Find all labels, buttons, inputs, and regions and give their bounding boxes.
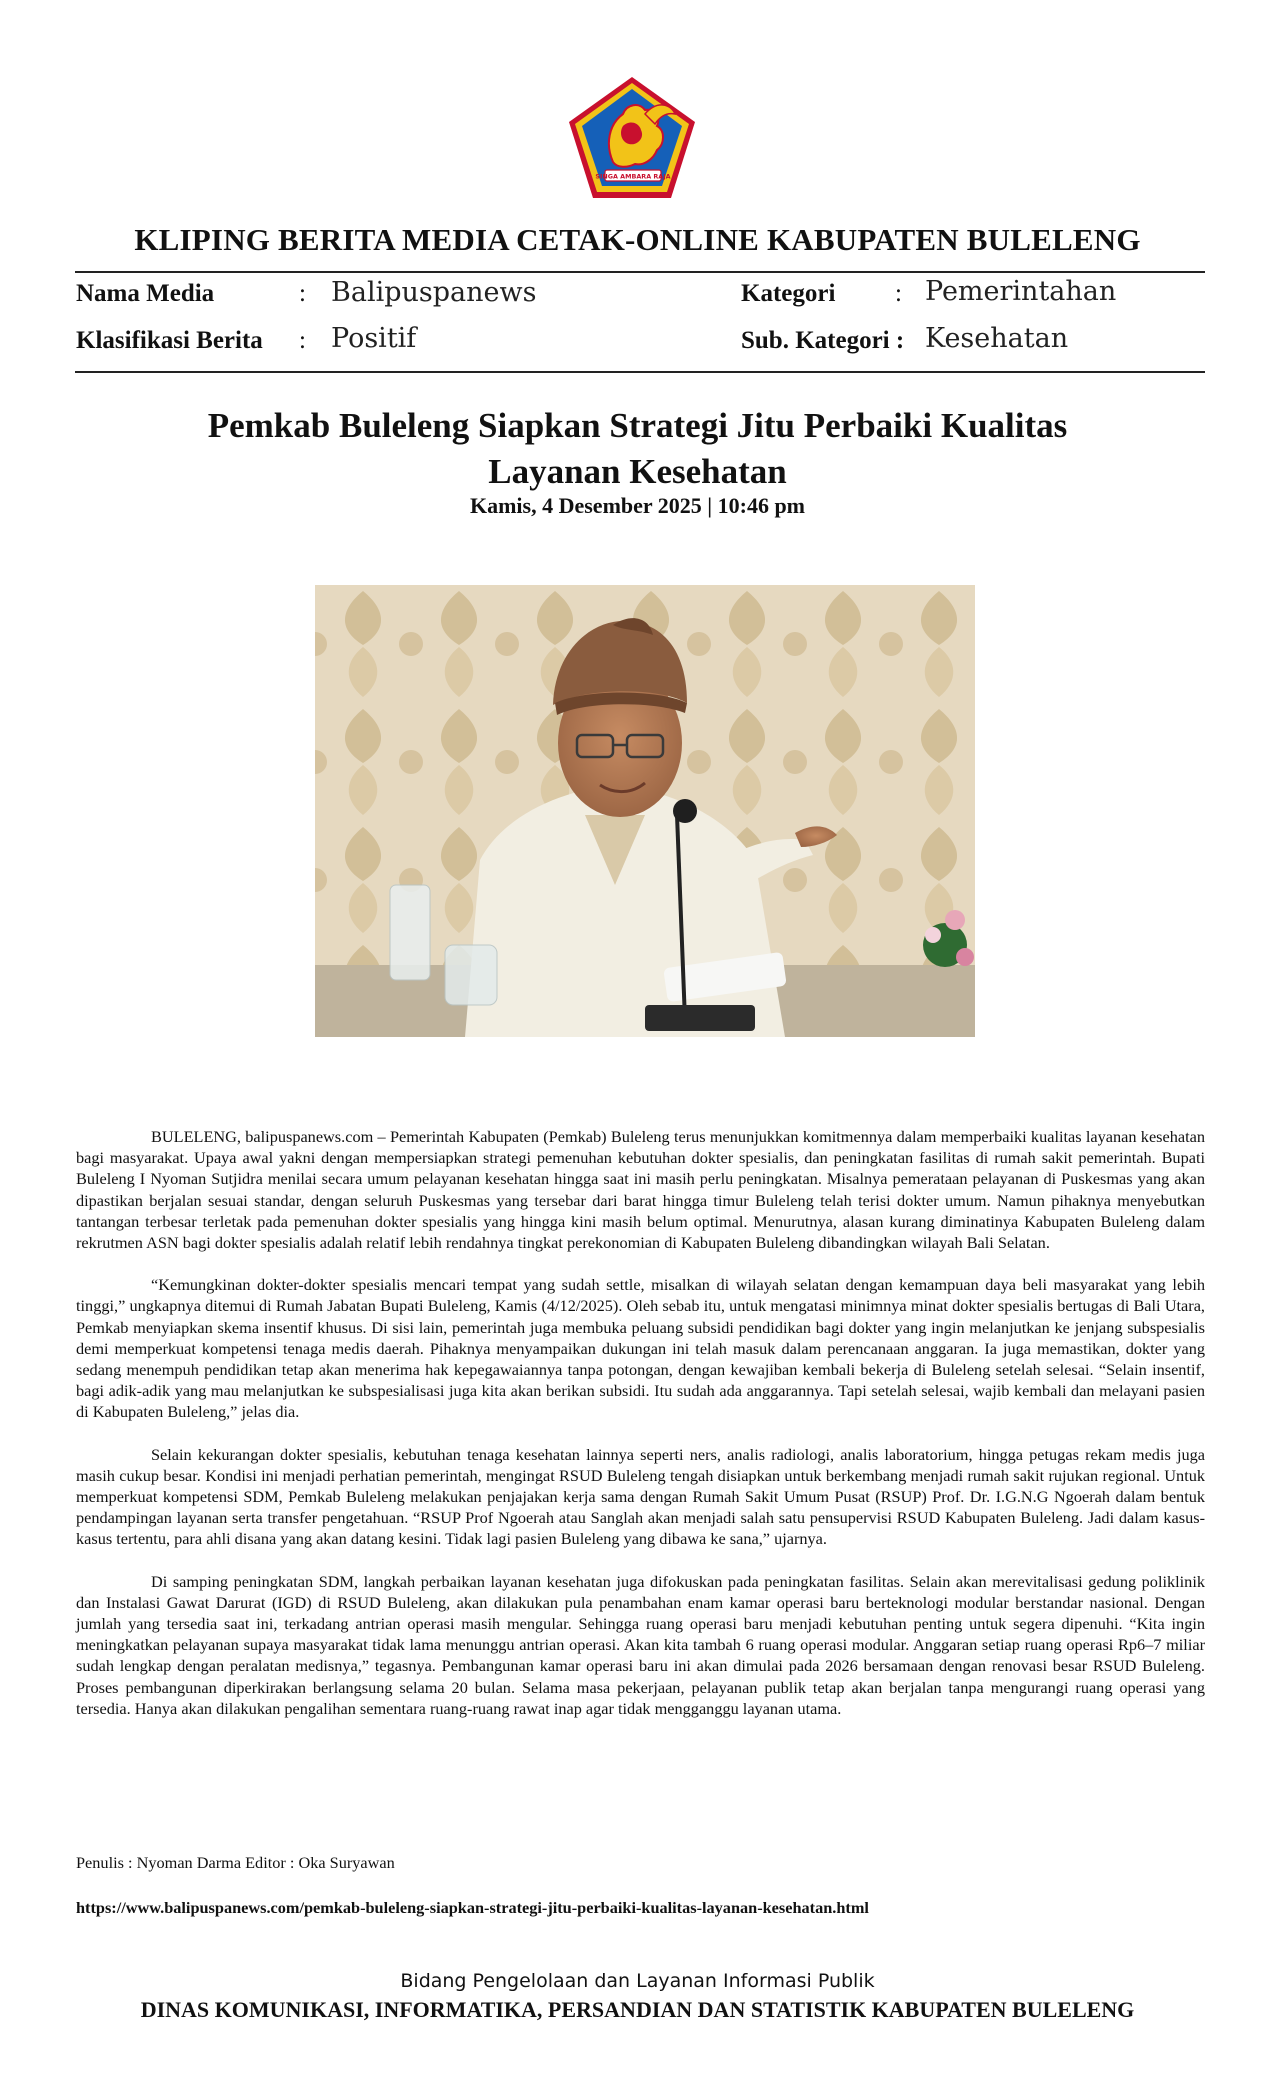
klasifikasi-value: Positif [331, 323, 417, 354]
article-body [76, 1126, 1205, 1740]
article-date: Kamis, 4 Desember 2025 | 10:46 pm [469, 493, 806, 518]
meta-divider [75, 371, 1205, 373]
source-url-link[interactable]: https://www.balipuspanews.com/pemkab-buleleng-siapkan-strategi-jitu-perbaiki-kualitas-layanan-kesehatan.html [76, 1898, 869, 1917]
buleleng-emblem-icon [565, 74, 700, 202]
media-label: Nama Media [76, 280, 215, 307]
article-paragraph-1: BULELENG, balipuspanews.com – Pemerintah Kabupaten (Pemkab) Buleleng terus menunjukkan komitmennya dalam memperbaiki kualitas layanan kesehatan bagi masyarakat. Upaya awal yakni dengan mempersiapkan strategi pemenuhan kebutuhan dokter spesialis, dan peningkatan fasilitas di rumah sakit pemerintah. Bupati Buleleng I Nyoman Sutjidra menilai secara umum pelayanan kesehatan hingga saat ini masih perlu peningkatan. Misalnya pemerataan pelayanan di Puskesmas yang akan dipastikan berjalan sesuai standar, dengan seluruh Puskesmas yang tersebar dari barat hingga timur Buleleng telah terisi dokter umum. Namun pihaknya menyebutkan tantangan terbesar terletak pada pemenuhan dokter spesialis yang hingga kini masih belum optimal. Menurutnya, alasan kurang diminatinya Kabupaten Buleleng dalam rekrutmen ASN bagi dokter spesialis adalah relatif lebih rendahnya tingkat perekonomian di Kabupaten Buleleng dibandingkan wilayah Bali Selatan. [76, 1127, 1205, 1253]
article-paragraph-2: “Kemungkinan dokter-dokter spesialis mencari tempat yang sudah settle, misalkan di wilayah selatan dengan kemampuan daya beli masyarakat yang lebih tinggi,” ungkapnya ditemui di Rumah Jabatan Bupati Buleleng, Kamis (4/12/2025). Oleh sebab itu, untuk mengatasi minimnya minat dokter spesialis bertugas di Bali Utara, Pemkab menyiapkan skema insentif khusus. Di sisi lain, pemerintah juga membuka peluang subsidi pendidikan bagi dokter yang ingin melanjutkan ke jenjang subspesialis demi memperkuat kompetensi tenaga medis daerah. Pihaknya menyampaikan dukungan ini telah masuk dalam perencanaan anggaran. Ia juga memastikan, dokter yang sedang menempuh pendidikan tetap akan menerima hak kepegawaiannya tanpa potongan, dengan kewajiban kembali bekerja di Buleleng setelah selesai. “Selain insentif, bagi adik-adik yang mau melanjutkan ke subspesialisasi juga kita akan berikan subsidi. Itu sudah ada anggarannya. Tapi setelah selesai, wajib kembali dan melayani pasien di Kabupaten Buleleng,” jelas dia. [76, 1275, 1205, 1422]
emblem-motto: SINGA AMBARA RAJA [595, 172, 671, 181]
article-paragraph-4: Di samping peningkatan SDM, langkah perbaikan layanan kesehatan juga difokuskan pada peningkatan fasilitas. Selain akan merevitalisasi gedung poliklinik dan Instalasi Gawat Darurat (IGD) di RSUD Buleleng, akan dilakukan pula penambahan enam kamar operasi baru berteknologi modular berstandar nasional. Dengan jumlah yang tersedia saat ini, terkadang antrian operasi masih mengular. Sehingga ruang operasi baru menjadi kebutuhan penting untuk segera dipenuhi. “Kita ingin meningkatkan pelayanan supaya masyarakat tidak lama menunggu antrian operasi. Akan kita tambah 6 ruang operasi modular. Anggaran setiap ruang operasi Rp6–7 miliar sudah lengkap dengan peralatan medisnya,” tegasnya. Pembangunan kamar operasi baru ini akan dimulai pada 2026 bersamaan dengan renovasi besar RSUD Buleleng. Proses pembangunan diperkirakan berlangsung selama 20 bulan. Selama masa pekerjaan, pelayanan publik tetap akan berjalan tanpa mengurangi ruang operasi yang tersedia. Hanya akan dilakukan pengalihan sementara ruang-ruang rawat inap agar tidak mengganggu layanan utama. [76, 1571, 1205, 1718]
klasifikasi-colon: : [299, 327, 306, 354]
article-headline [0, 403, 1275, 495]
headline-line-2: Layanan Kesehatan [488, 452, 787, 491]
media-value: Balipuspanews [331, 277, 537, 308]
document-header-title: KLIPING BERITA MEDIA CETAK-ONLINE KABUPATEN BULELENG [134, 222, 1141, 257]
kategori-colon: : [895, 280, 902, 307]
media-colon: : [299, 280, 306, 307]
news-photo [315, 585, 975, 1037]
subkategori-label: Sub. Kategori : [741, 327, 905, 354]
headline-line-1: Pemkab Buleleng Siapkan Strategi Jitu Perbaiki Kualitas [207, 406, 1068, 445]
kategori-label: Kategori [741, 280, 836, 307]
klasifikasi-label: Klasifikasi Berita [76, 327, 263, 354]
header-divider [75, 271, 1205, 273]
footer-agency: DINAS KOMUNIKASI, INFORMATIKA, PERSANDIAN DAN STATISTIK KABUPATEN BULELENG [140, 1997, 1135, 2022]
subkategori-value: Kesehatan [925, 323, 1069, 354]
article-credit: Penulis : Nyoman Darma Editor : Oka Suryawan [76, 1853, 395, 1872]
footer-department: Bidang Pengelolaan dan Layanan Informasi Publik [400, 1970, 875, 1992]
kategori-value: Pemerintahan [925, 276, 1117, 307]
article-paragraph-3: Selain kekurangan dokter spesialis, kebutuhan tenaga kesehatan lainnya seperti ners, analis radiologi, analis laboratorium, hingga petugas rekam medis juga masih cukup besar. Kondisi ini menjadi perhatian pemerintah, mengingat RSUD Buleleng tengah disiapkan untuk berkembang menjadi rumah sakit rujukan regional. Untuk memperkuat kompetensi SDM, Pemkab Buleleng melakukan penjajakan kerja sama dengan Rumah Sakit Umum Pusat (RSUP) Prof. Dr. I.G.N.G Ngoerah dalam bentuk pendampingan layanan serta transfer pengetahuan. “RSUP Prof Ngoerah atau Sanglah akan menjadi salah satu pensupervisi RSUD Kabupaten Buleleng. Jadi dalam kasus-kasus tertentu, para ahli disana yang akan datang kesini. Tidak lagi pasien Buleleng yang dibawa ke sana,” ujarnya. [76, 1444, 1205, 1549]
